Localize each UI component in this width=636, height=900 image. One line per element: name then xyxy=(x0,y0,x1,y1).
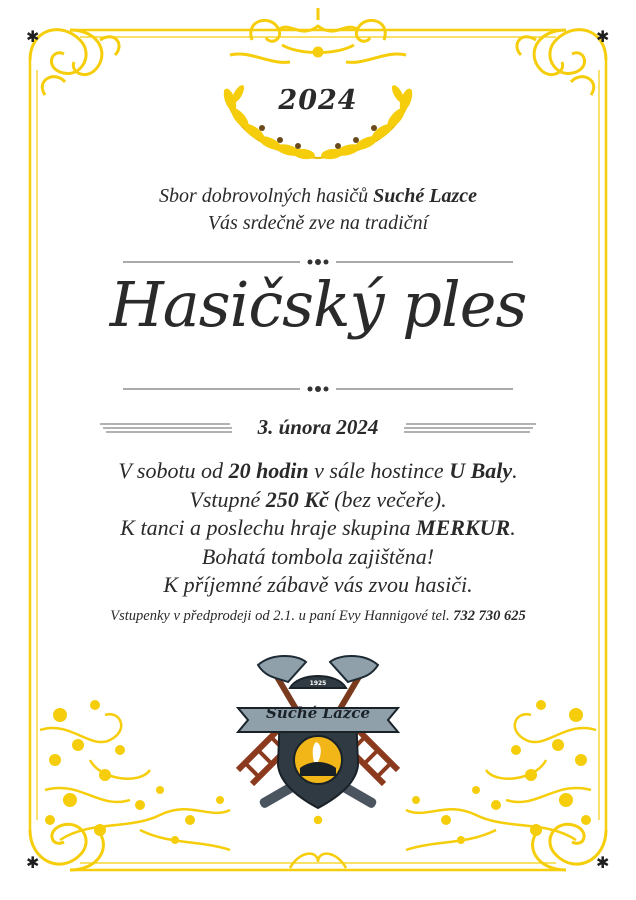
event-title: Hasičský ples xyxy=(109,268,527,341)
details-text: Vstupné xyxy=(189,486,261,512)
title-divider-top xyxy=(123,259,513,265)
ticket-info xyxy=(0,608,636,625)
details-text: . xyxy=(512,458,518,483)
event-date: 3. února 2024 xyxy=(257,415,379,439)
ticket-text: Vstupenky v předprodeji od 2.1. u paní Evy Hannigové tel. xyxy=(110,608,450,624)
organization-name: Suché Lazce xyxy=(373,185,478,207)
star-icon: ✱ xyxy=(596,853,610,872)
intro-line-1 xyxy=(0,183,636,210)
details-text: . xyxy=(510,515,516,540)
star-icon: ✱ xyxy=(26,27,40,46)
star-icon: ✱ xyxy=(596,27,610,46)
emblem-name: Suché Lazce xyxy=(265,704,370,722)
corner-flourish-bottom-left xyxy=(30,824,103,870)
floral-ornament-bottom-right xyxy=(406,700,596,850)
details-line-time-venue xyxy=(0,457,636,486)
details-text: K tanci a poslechu hraje skupina xyxy=(120,515,411,540)
year-heading: 2024 xyxy=(278,85,358,116)
details-line-tombola: Bohatá tombola zajištěna! xyxy=(201,543,435,569)
admission-price: 250 Kč xyxy=(265,486,329,512)
star-icon: ✱ xyxy=(26,853,40,872)
start-time: 20 hodin xyxy=(228,458,309,483)
top-center-ornament xyxy=(230,8,406,62)
fire-brigade-emblem xyxy=(218,650,418,830)
details-line-band xyxy=(0,514,636,543)
venue-name: U Baly xyxy=(449,458,513,483)
intro-line-2: Vás srdečně zve na tradiční xyxy=(207,212,429,234)
emblem-year: 1925 xyxy=(309,680,327,687)
details-text: v sále hostince xyxy=(314,458,444,483)
floral-ornament-bottom-left xyxy=(40,700,230,850)
title-divider-bottom xyxy=(123,386,513,392)
ticket-phone: 732 730 625 xyxy=(453,608,526,624)
intro-prefix: Sbor dobrovolných hasičů xyxy=(158,185,369,207)
intro-text xyxy=(0,183,636,237)
band-name: MERKUR xyxy=(416,515,511,540)
corner-flourish-bottom-right xyxy=(533,824,606,870)
details-text: V sobotu od xyxy=(118,458,224,483)
details-text: (bez večeře). xyxy=(334,486,447,512)
emblem-graphic xyxy=(218,650,418,830)
details-line-closing: K příjemné zábavě vás zvou hasiči. xyxy=(163,572,473,597)
event-details xyxy=(0,457,636,600)
details-line-admission xyxy=(0,486,636,515)
